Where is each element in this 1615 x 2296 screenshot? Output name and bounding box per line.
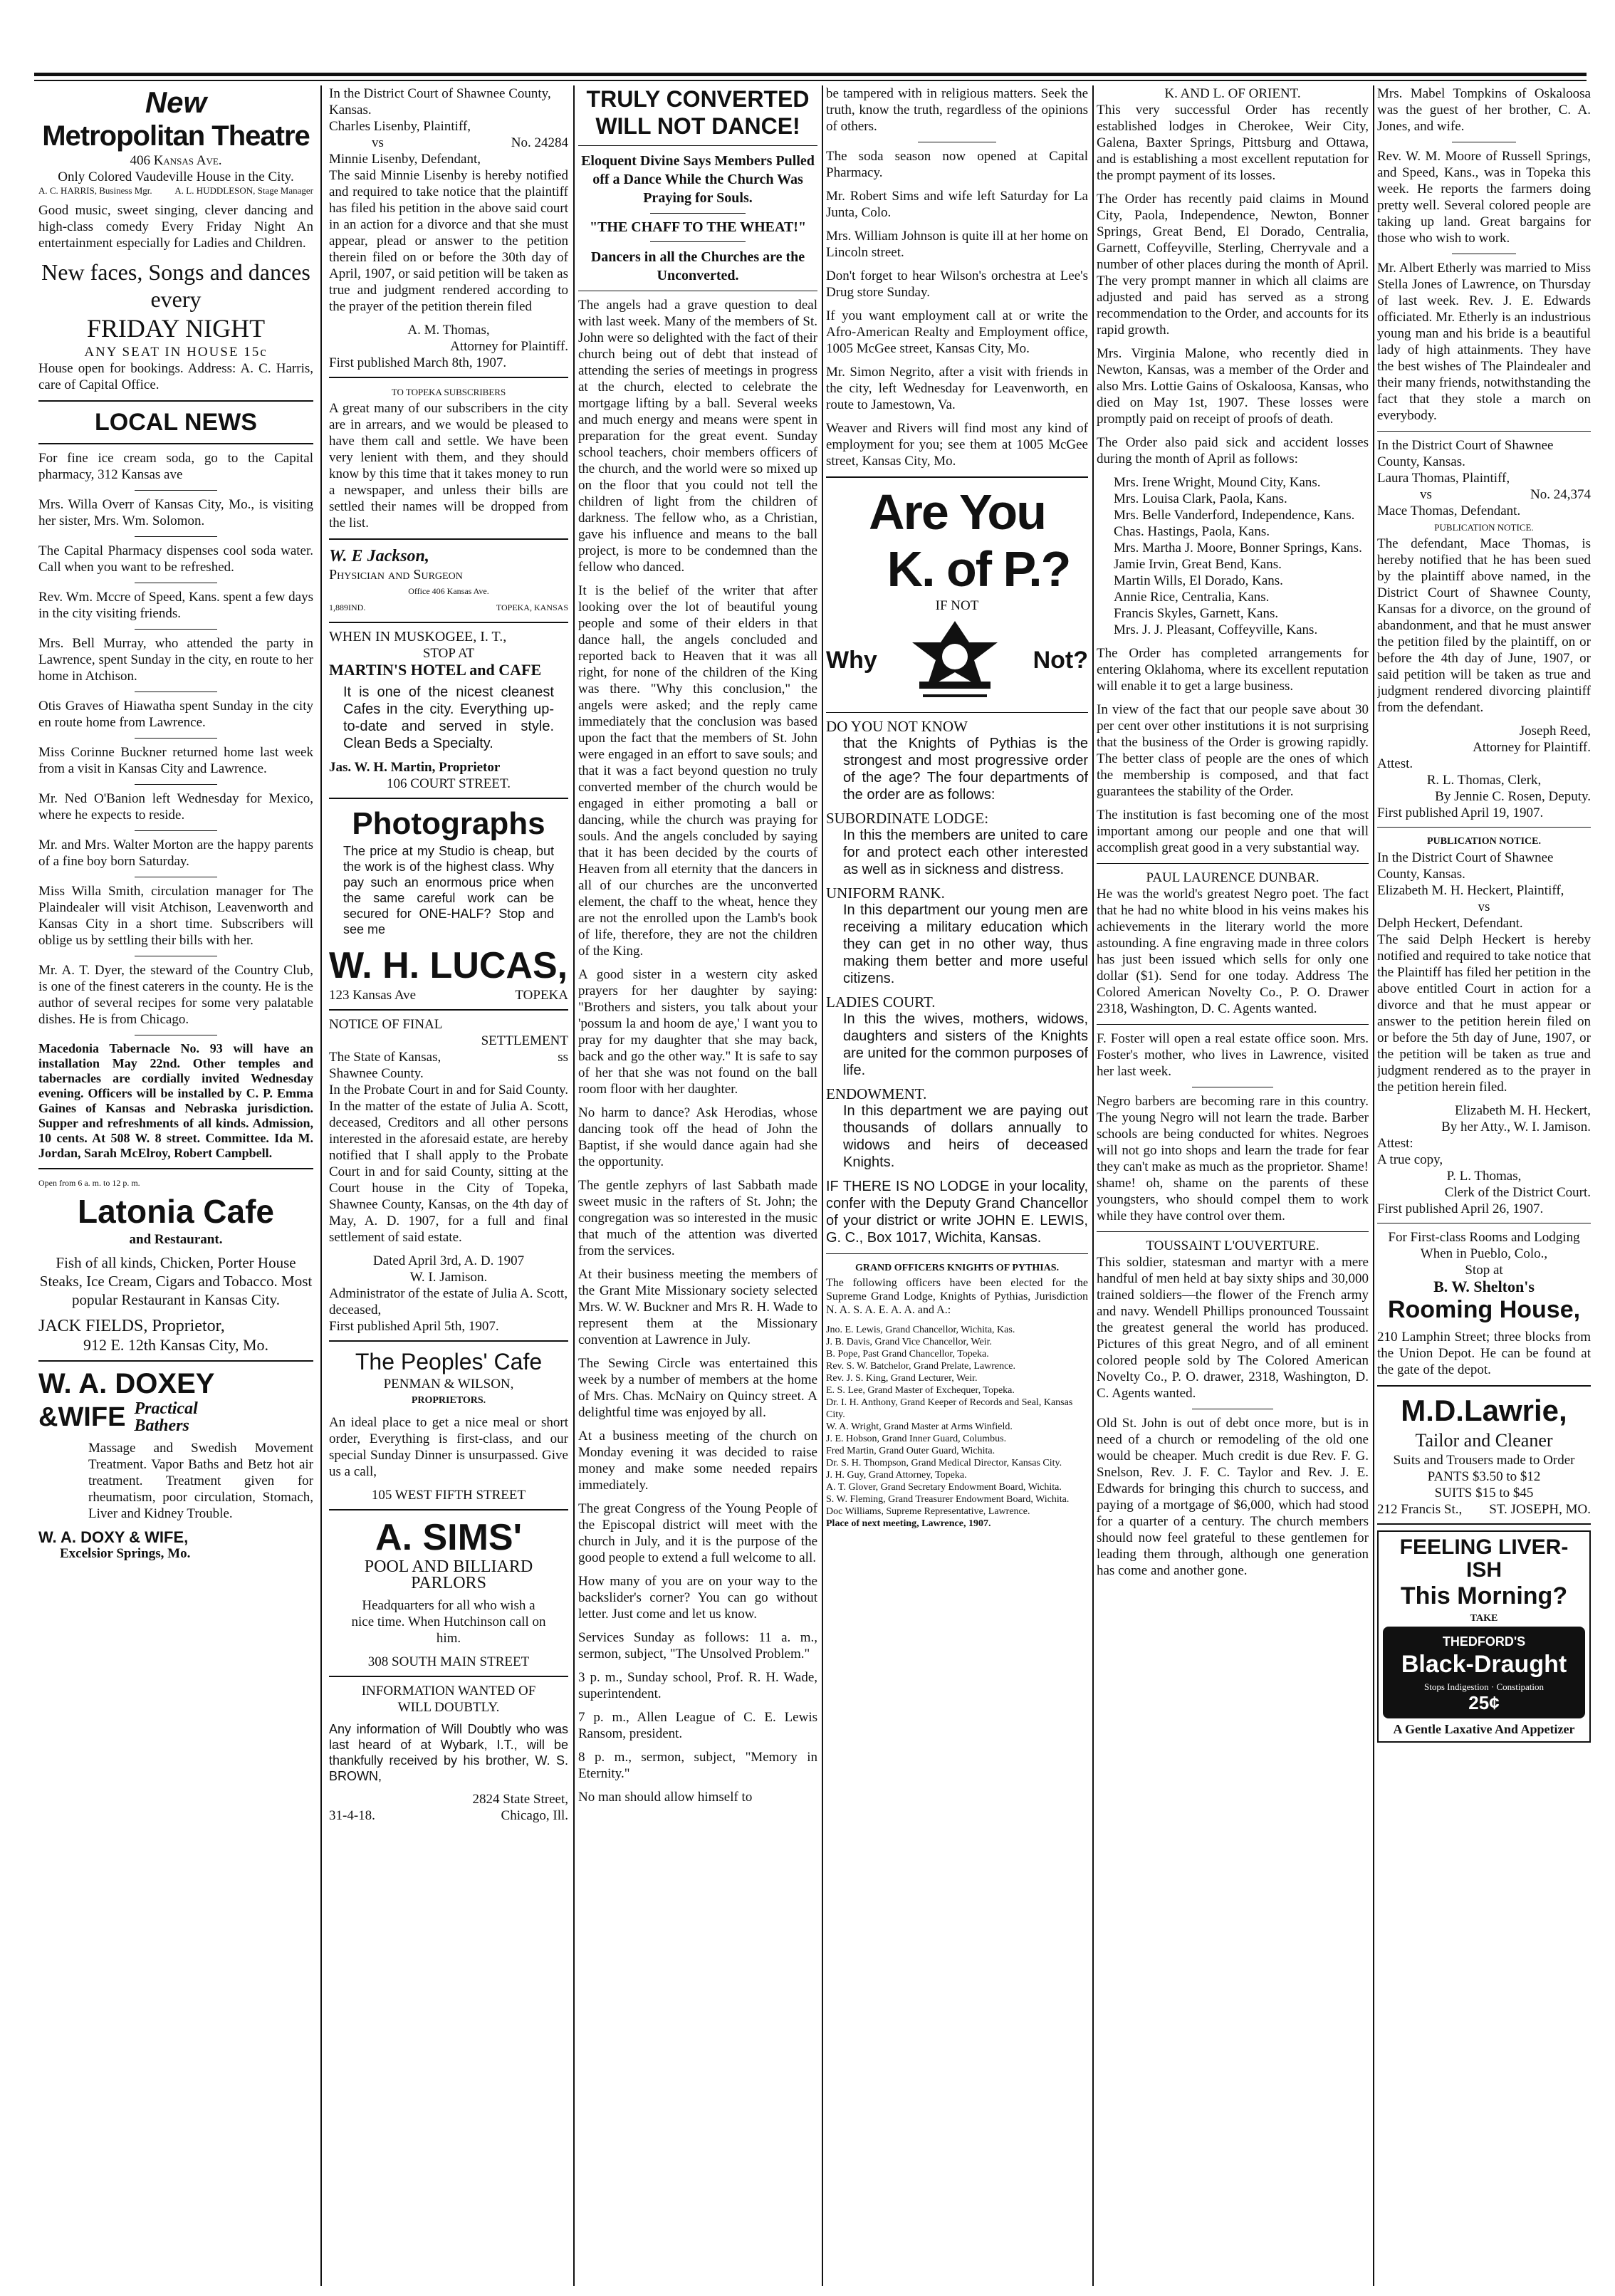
- subscribers-body: A great many of our subscribers in the city are in arrears, and we would be pleased to have them call and settle. We have been very lenient with them, and they should know by this time that it takes money to run a newspaper, and unless their bills are settled their names will be dropped from the list.: [329, 401, 568, 531]
- final-dated: Dated April 3rd, A. D. 1907: [372, 1253, 525, 1268]
- sims-title: A. SIMS': [375, 1517, 522, 1558]
- muskogee: WHEN IN MUSKOGEE, I. T.,: [329, 629, 507, 645]
- news-item: For fine ice cream soda, go to the Capital pharmacy, 312 Kansas ave: [38, 451, 313, 482]
- officer: W. A. Wright, Grand Master at Arms Winfield.: [826, 1421, 1013, 1432]
- sims-body: Headquarters for all who wish a nice time. When Hutchinson call on him.: [351, 1598, 546, 1646]
- jackson-title: Physician and Surgeon: [329, 567, 463, 583]
- court2-published: First published April 19, 1907.: [1377, 805, 1544, 820]
- court3-sign: Elizabeth M. H. Heckert,: [1455, 1103, 1591, 1118]
- martin-proprietor: Jas. W. H. Martin, Proprietor: [329, 760, 501, 775]
- lucas-city: TOPEKA: [515, 988, 568, 1003]
- info-left: 31-4-18.: [329, 1808, 375, 1823]
- court2-deputy: By Jennie C. Rosen, Deputy.: [1435, 789, 1591, 804]
- court1-sign: A. M. Thomas,: [407, 323, 490, 338]
- court3-attest: Attest:: [1377, 1136, 1413, 1151]
- column-divider: [1092, 85, 1094, 2286]
- kp-ifnot: IF NOT: [935, 598, 979, 613]
- article-para: 7 p. m., Allen League of C. E. Lewis Ransom, president.: [578, 1710, 817, 1741]
- orient-para: The Order has completed arrangements for entering Oklahoma, where its excellent reputation will enable it to get a large business.: [1097, 646, 1369, 694]
- bd-morning: This Morning?: [1400, 1582, 1568, 1609]
- court2-sign: Joseph Reed,: [1519, 724, 1591, 739]
- court2-attorney: Attorney for Plaintiff.: [1473, 740, 1591, 755]
- latonia-title: Latonia Cafe: [77, 1193, 275, 1230]
- officer: A. T. Glover, Grand Secretary Endowment Board, Wichita.: [826, 1482, 1062, 1493]
- lawrie-suits: SUITS $15 to $45: [1434, 1486, 1534, 1501]
- officers-intro: The following officers have been elected for the Supreme Grand Lodge, Knights of Pythias, Jurisdiction N. A. S. A. E. A. A. and A.:: [826, 1277, 1088, 1316]
- lawrie-address: 212 Francis St.,: [1377, 1502, 1463, 1517]
- court1-plaintiff: Charles Lisenby, Plaintiff,: [329, 119, 471, 134]
- orient-claim: Jamie Irvin, Great Bend, Kans.: [1114, 557, 1282, 572]
- officer: J. E. Hobson, Grand Inner Guard, Columbus.: [826, 1434, 1007, 1444]
- lawrie-title: M.D.Lawrie,: [1401, 1394, 1567, 1427]
- theatre-booking: House open for bookings. Address: A. C. Harris, care of Capital Office.: [38, 361, 313, 392]
- theatre-friday: FRIDAY NIGHT: [86, 314, 266, 343]
- officer: E. S. Lee, Grand Master of Exchequer, Topeka.: [826, 1385, 1015, 1396]
- court2-body: The defendant, Mace Thomas, is hereby notified that he has been sued by the plaintiff above named, in the District Court of Shawnee County, Kansas for a divorce, on the ground of abandonment, and that he must answer the petition filed by the plaintiff, on or before the 4th day of June, 1907, or said petition will be taken as true and judgment rendered divorcing plaintiff from the defendant.: [1377, 536, 1591, 715]
- officers-end: Place of next meeting, Lawrence, 1907.: [826, 1518, 991, 1529]
- peoples-proprietors: PENMAN & WILSON,: [383, 1377, 514, 1392]
- article-deck2: "THE CHAFF TO THE WHEAT!": [589, 219, 807, 235]
- kp-head1: Are You: [869, 484, 1045, 540]
- news-item: Macedonia Tabernacle No. 93 will have an installation May 22nd. Other temples and tabernacles are cordially invited Wednesday evening. Officers will be installed by C. P. Emma Gaines of Kansas and Nebraska jurisdiction. Supper and refreshments of all kinds. Admission, 10 cents. At 508 W. 8 street. Committee. Ida M. Jordan, Sarah McElroy, Robert Campbell.: [38, 1041, 313, 1160]
- news-item: Otis Graves of Hiawatha spent Sunday in the city en route home from Lawrence.: [38, 699, 313, 730]
- theatre-address: 406 Kansas Ave.: [130, 153, 222, 168]
- stop-at: STOP AT: [422, 646, 475, 661]
- toussaint-head: TOUSSAINT L'OUVERTURE.: [1146, 1238, 1319, 1253]
- brief: Mr. Robert Sims and wife left Saturday for La Junta, Colo.: [826, 189, 1088, 220]
- column-3: [578, 85, 817, 2279]
- article-para: The gentle zephyrs of last Sabbath made sweet music in the rafters of St. John; the congregation was so interested in the music that much of the attention was diverted from the services.: [578, 1178, 817, 1258]
- latonia-sub: and Restaurant.: [129, 1232, 223, 1247]
- news-item: Mr. A. T. Dyer, the steward of the Country Club, is one of the finest caterers in the county. He is the author of several recipes for some very palatable dishes. He is from Chicago.: [38, 963, 313, 1027]
- kp-section-body: In this department our young men are receiving a military education which they can get in no other way, thus making them better and more useful citizens.: [843, 902, 1088, 986]
- rooms-body: 210 Lamphin Street; three blocks from the Union Depot. He can be found at the gate of the depot.: [1377, 1330, 1591, 1377]
- court1-published: First published March 8th, 1907.: [329, 355, 507, 370]
- orient-claim: Francis Skyles, Garnett, Kans.: [1114, 606, 1279, 621]
- final-admin: Administrator of the estate of Julia A. Scott, deceased,: [329, 1286, 568, 1317]
- court1-number: No. 24284: [511, 135, 568, 150]
- court2-clerk: R. L. Thomas, Clerk,: [1426, 773, 1542, 788]
- court3-plaintiff: Elizabeth M. H. Heckert, Plaintiff,: [1377, 883, 1564, 898]
- info-body: Any information of Will Doubtly who was last heard of at Wybark, I.T., will be thankfully received by his brother, W. S. BROWN,: [329, 1722, 568, 1783]
- brief: Don't forget to hear Wilson's orchestra at Lee's Drug store Sunday.: [826, 268, 1088, 300]
- theatre-business-manager: A. C. HARRIS, Business Mgr.: [38, 185, 152, 196]
- officers-head: GRAND OFFICERS KNIGHTS OF PYTHIAS.: [854, 1263, 1060, 1273]
- theatre-description: Only Colored Vaudeville House in the City.: [58, 169, 294, 184]
- theatre-new: New: [145, 85, 207, 119]
- orient-claim: Chas. Hastings, Paola, Kans.: [1114, 524, 1270, 539]
- final-published: First published April 5th, 1907.: [329, 1319, 499, 1334]
- final-head2: SETTLEMENT: [481, 1033, 568, 1048]
- column-4: [826, 85, 1088, 2279]
- orient-para: The Order has recently paid claims in Mound City, Paola, Independence, Newton, Bonner Springs, Great Bend, El Dorado, Centralia, Garnett, Coffeyville, Sterling, Cherryvale and a number of other places during the month of April. The very prompt manner in which all claims are adjusted and paid has served as a strong recommendation to the Order, and accounts for its rapid growth.: [1097, 192, 1369, 338]
- lucas-name: W. H. LUCAS,: [329, 945, 568, 986]
- brief: Mr. Simon Negrito, after a visit with friends in the city, left Wednesday for Leavenworth, en route to Jamestown, Va.: [826, 365, 1088, 412]
- column-divider: [320, 85, 322, 2286]
- doxey-title: W. A. DOXEY: [38, 1368, 215, 1399]
- article-para: The Sewing Circle was entertained this week by a number of members at the home of Mrs. Chas. McNairy on Quincy street. A delightful time was enjoyed by all.: [578, 1356, 817, 1420]
- column-divider: [573, 85, 575, 2286]
- info-address: 2824 State Street,: [472, 1792, 568, 1807]
- kp-head2: K. of P.?: [887, 541, 1070, 597]
- rooms-stop: Stop at: [1465, 1263, 1503, 1278]
- officer: J. H. Guy, Grand Attorney, Topeka.: [826, 1470, 967, 1481]
- bd-name: Black-Draught: [1401, 1651, 1567, 1678]
- moore: Rev. W. M. Moore of Russell Springs, and Speed, Kans., was in Topeka this week. He reports the farmers doing pretty well. Several colored people are taking up land. Great bargains for those who wish to work.: [1377, 149, 1591, 246]
- kp-section-head: ENDOWMENT.: [826, 1085, 927, 1102]
- article-para: No harm to dance? Ask Herodias, whose dancing took off the head of John the Baptist, if she would dance again had she the opportunity.: [578, 1105, 817, 1169]
- doxey-practical: Practical Bathers: [134, 1399, 198, 1435]
- officer: J. B. Davis, Grand Vice Chancellor, Weir.: [826, 1337, 992, 1347]
- officer: Dr. I. H. Anthony, Grand Keeper of Records and Seal, Kansas City.: [826, 1397, 1073, 1420]
- rooms-intro: For First-class Rooms and Lodging When in Pueblo, Colo.,: [1388, 1230, 1580, 1261]
- court1-head: In the District Court of Shawnee County, Kansas.: [329, 86, 551, 118]
- latonia-proprietor: JACK FIELDS, Proprietor,: [38, 1317, 225, 1335]
- final-sign: W. I. Jamison.: [409, 1270, 488, 1285]
- article-para: The great Congress of the Young People of the Episcopal district will meet with the church in July, and it is the purpose of the good people to extend a full welcome to all.: [578, 1501, 817, 1565]
- subscribers-head: TO TOPEKA SUBSCRIBERS: [391, 387, 506, 397]
- orient-para: Mrs. Virginia Malone, who recently died in Newton, Kansas, was a member of the Order and also Mrs. Lottie Gains of Oskaloosa, Kansas, who died on May 1st, 1907. These losses were promptly paid on receipt of proofs of death.: [1097, 346, 1369, 427]
- column-6: [1377, 85, 1591, 2279]
- final-county: Shawnee County.: [329, 1066, 424, 1081]
- court3-true-copy: A true copy,: [1377, 1152, 1443, 1167]
- kp-section-body: In this the wives, mothers, widows, daughters and sisters of the Knights are united for the common purposes of life.: [843, 1011, 1088, 1078]
- doxey-body: Massage and Swedish Movement Treatment. Vapor Baths and Betz hot air treatment. Treatment given for rheumatism, poor circulation, Stomach, Liver and Kidney Trouble.: [88, 1441, 313, 1521]
- masthead-rule-thin: [34, 80, 1587, 81]
- doxey-sign: W. A. DOXY & WIFE,: [38, 1528, 189, 1546]
- bd-take: TAKE: [1470, 1613, 1498, 1624]
- kp-section-head: UNIFORM RANK.: [826, 885, 945, 902]
- kp-intro: that the Knights of Pythias is the strongest and most progressive order of the age? The four departments of the order are as follows:: [843, 736, 1088, 803]
- toussaint-body: This soldier, statesman and martyr with a mere handful of men held at bay sixty ships and 30,000 trained soldiers—the flower of the French army and navy. Wendell Phillips pronounced Toussaint the greatest general the world has produced. Pictures of this great Negro, and of all eminent colored people sold by The Colored American Novelty Co., P. O. drawer, 2318, Washington, D. C. Agents wanted.: [1097, 1255, 1369, 1401]
- orient-claim: Mrs. Martha J. Moore, Bonner Springs, Kans.: [1114, 541, 1362, 555]
- court3-clerk2: Clerk of the District Court.: [1444, 1185, 1591, 1200]
- foster: F. Foster will open a real estate office soon. Mrs. Foster's mother, who lives in Lawrence, visited her last week.: [1097, 1031, 1369, 1079]
- article-deck3: Dancers in all the Churches are the Unconverted.: [590, 249, 805, 283]
- lawrie-sub: Tailor and Cleaner: [1415, 1430, 1553, 1451]
- article-para: At a business meeting of the church on Monday evening it was decided to raise money and make some needed repairs immediately.: [578, 1429, 817, 1493]
- kp-not: Not?: [1033, 646, 1088, 674]
- court3-body: The said Delph Heckert is hereby notified and required to take notice that the Plaintiff has filed her petition in the above entitled Court in action for a divorce and that he must appear or answer to the petition herein filed on or before the 5th day of June, 1907, or the petition will be taken as true and judgment rendered as to the prayer in the petition herein filed.: [1377, 932, 1591, 1095]
- final-head1: NOTICE OF FINAL: [329, 1017, 443, 1032]
- article-para: The angels had a grave question to deal with last week. Many of the members of St. John were so delighted with the fact of their church being out of debt that instead of attending the series of meetings in progress at the church, elected to celebrate the mortgage lifting by a ball. Several weeks and much energy and means were spent in preparation for the great event. Sunday school teachers, choir members officers of the church, and the world were so mixed up on the floor that you could not tell the children of light from the children of darkness. The fellow who, as a Christian, gave his influence and means to the ball project, is more to be condemned than the fellow who danced.: [578, 298, 817, 575]
- peoples-proprietors-label: PROPRIETORS.: [411, 1395, 486, 1406]
- court3-published: First published April 26, 1907.: [1377, 1201, 1544, 1216]
- martin-body: It is one of the nicest cleanest Cafes in the city. Everything up-to-date and served in style. Clean Beds a Specialty.: [343, 684, 554, 751]
- rooms-name: B. W. Shelton's: [1433, 1278, 1535, 1295]
- latonia-body: Fish of all kinds, Chicken, Porter House Steaks, Ice Cream, Cigars and Tobacco. Most popular Restaurant in Kansas City.: [39, 1254, 313, 1308]
- orient-claim: Martin Wills, El Dorado, Kans.: [1114, 573, 1283, 588]
- orient-para: The institution is fast becoming one of the most important among our people and one that will accomplish great good in a very substantial way.: [1097, 808, 1369, 855]
- theatre-faces: New faces, Songs and dances every: [41, 259, 310, 312]
- theatre-title: Metropolitan Theatre: [42, 120, 310, 152]
- masthead-rule: [34, 73, 1587, 76]
- court3-head: In the District Court of Shawnee County, Kansas.: [1377, 850, 1554, 882]
- etherly: Mr. Albert Etherly was married to Miss Stella Jones of Lawrence, on Thursday of last week. Rev. J. E. Edwards officiated. Mr. Etherly is an industrious young man and his bride is a beautiful lady of high attainments. They have the best wishes of The Plaindealer and their many friends, notwithstanding the fact that they stole a march on everybody.: [1377, 261, 1591, 423]
- jackson-office: Office 406 Kansas Ave.: [408, 586, 489, 596]
- court3-clerk: P. L. Thomas,: [1446, 1169, 1522, 1184]
- photo-title: Photographs: [352, 806, 545, 841]
- officer: Fred Martin, Grand Outer Guard, Wichita.: [826, 1446, 995, 1456]
- sims-sub1: POOL AND BILLIARD: [364, 1557, 533, 1576]
- brief: If you want employment call at or write the Afro-American Realty and Employment office, 1005 McGee street, Kansas City, Mo.: [826, 308, 1088, 356]
- kp-section-head: SUBORDINATE LODGE:: [826, 810, 989, 827]
- news-item: Mrs. Willa Overr of Kansas City, Mo., is visiting her sister, Mrs. Wm. Solomon.: [38, 497, 313, 528]
- news-item: Mr. Ned O'Banion left Wednesday for Mexico, where he expects to reside.: [38, 791, 313, 823]
- black-draught-badge: [1383, 1627, 1585, 1718]
- news-item: Mr. and Mrs. Walter Morton are the happy parents of a fine boy born Saturday.: [38, 837, 313, 869]
- photo-body: The price at my Studio is cheap, but the work is of the highest class. Why pay such an enormous price when the same careful work can be secured for ONE-HALF? Stop and see me: [343, 844, 554, 936]
- doxey-wife: &WIFE: [38, 1402, 126, 1432]
- info-head1: INFORMATION WANTED OF: [361, 1684, 536, 1698]
- column-2: [329, 85, 568, 2279]
- court2-vs: vs: [1420, 487, 1432, 502]
- kp-if-no-lodge: IF THERE IS NO LODGE in your locality, confer with the Deputy Grand Chancellor of your district or write JOHN E. LEWIS, G. C., Box 1017, Wichita, Kansas.: [826, 1179, 1088, 1246]
- dunbar-head: PAUL LAURENCE DUNBAR.: [1146, 870, 1319, 885]
- martin-address: 106 COURT STREET.: [387, 776, 511, 791]
- kp-section-head: LADIES COURT.: [826, 993, 936, 1011]
- sims-sub2: PARLORS: [411, 1574, 486, 1592]
- article-para: How many of you are on your way to the backslider's corner? You can go without letter. Just come and let us know.: [578, 1574, 817, 1622]
- court3-notice: PUBLICATION NOTICE.: [1427, 836, 1541, 847]
- officer: Doc Williams, Supreme Representative, Lawrence.: [826, 1506, 1030, 1517]
- officer: Rev. S. W. Batchelor, Grand Prelate, Lawrence.: [826, 1361, 1015, 1372]
- news-item: The Capital Pharmacy dispenses cool soda water. Call when you want to be refreshed.: [38, 543, 313, 575]
- court2-head: In the District Court of Shawnee County, Kansas.: [1377, 438, 1554, 469]
- jackson-name: W. E Jackson,: [329, 547, 429, 565]
- orient-claim: Mrs. Irene Wright, Mound City, Kans.: [1114, 475, 1321, 490]
- latonia-address: 912 E. 12th Kansas City, Mo.: [83, 1336, 269, 1354]
- column-divider: [1373, 85, 1374, 2286]
- doxey-place: Excelsior Springs, Mo.: [60, 1546, 191, 1561]
- court1-body: The said Minnie Lisenby is hereby notified and required to take notice that the plaintiff has filed his petition in the above said court in an action for a divorce and that she must appear, plead or answer to the petition therein filed on or before the 30th day of April, 1907, or said petition will be taken as true and judgment rendered according to the prayer of the petition therein filed: [329, 168, 568, 314]
- info-city: Chicago, Ill.: [501, 1808, 568, 1823]
- theatre-stage-manager: A. L. HUDDLESON, Stage Manager: [174, 185, 313, 196]
- lawrie-pants: PANTS $3.50 to $12: [1427, 1469, 1541, 1484]
- court3-attorney: By her Atty., W. I. Jamison.: [1441, 1120, 1591, 1134]
- orient-claim: Mrs. J. J. Pleasant, Coffeyville, Kans.: [1114, 622, 1318, 637]
- barbers: Negro barbers are becoming rare in this country. The young Negro will not learn the trade. Barber schools are being conducted for whites. Negroes will not go into shops and learn the trade for fear they can't make as much as the proprietor. Shame! shame! oh, shame on the parents of these youngsters, who should compel them to work while they have control over them.: [1097, 1094, 1369, 1223]
- article-para: No man should allow himself to: [578, 1790, 753, 1805]
- article-head2: WILL NOT DANCE!: [595, 113, 800, 139]
- orient-claim: Mrs. Belle Vanderford, Independence, Kans.: [1114, 508, 1355, 523]
- theatre-body: Good music, sweet singing, clever dancing and high-class comedy Every Friday Night An entertainment especially for Ladies and Children.: [38, 203, 313, 251]
- news-item: Miss Corinne Buckner returned home last week from a visit in Kansas City and Lawrence.: [38, 745, 313, 776]
- martin-title: MARTIN'S HOTEL and CAFE: [329, 661, 542, 679]
- article-para: It is the belief of the writer that after looking over the lot of beautiful young people and some of their elders in that dance hall, the angels concluded and reported back to Heaven that it was all right, for none of the children of the King was there. "Why this conclusion," the angels were asked; and the reply came immediately that the conclusion was based upon the fact that the members of St. John were engaged in an effort to save souls; and that it was a fact beyond question no truly converted member of the church would be engaged in either promoting a ball or dancing, while the church was praying for souls. And the angels concluded by saying that it has been decided by the courts of Heaven from all eternity that the dancers in all of our churches are the unconverted element, the chaff to the wheat, hence they are not the enrolled upon the Lamb's book of life, therefore, they are not the children of the King.: [578, 583, 817, 959]
- peoples-title: The Peoples' Cafe: [355, 1349, 543, 1374]
- article-para: A good sister in a western city asked prayers for her daughter by saying: "Brothers and sisters, you talk about your 'possum la and hoom de aye,' I want you to pray for my daughter that she may back, back and go the other way." It is safe to say of her that she was not found on the ball room floor with her daughter.: [578, 967, 817, 1097]
- latonia-hours: Open from 6 a. m. to 12 p. m.: [38, 1178, 140, 1188]
- news-item: Miss Willa Smith, circulation manager for The Plaindealer will visit Atchison, Leavenworth and Kansas City in a short time. Subscribers will oblige us by settling their bills with her.: [38, 884, 313, 948]
- final-state: The State of Kansas,: [329, 1050, 441, 1065]
- tompkins: Mrs. Mabel Tompkins of Oskaloosa was the guest of her brother, C. A. Jones, and wife.: [1377, 86, 1591, 134]
- bd-stops: Stops Indigestion · Constipation: [1424, 1681, 1544, 1692]
- officer: Rev. J. S. King, Grand Lecturer, Weir.: [826, 1373, 978, 1384]
- court2-publication-notice: PUBLICATION NOTICE.: [1434, 522, 1534, 533]
- lucas-address: 123 Kansas Ave: [329, 988, 417, 1003]
- sims-address: 308 SOUTH MAIN STREET: [367, 1654, 530, 1669]
- knights-of-pythias-emblem-icon: [901, 614, 1008, 706]
- final-ss: ss: [558, 1050, 568, 1065]
- court2-defendant: Mace Thomas, Defendant.: [1377, 503, 1521, 518]
- officer: S. W. Fleming, Grand Treasurer Endowment Board, Wichita.: [826, 1494, 1070, 1505]
- court3-vs: vs: [1478, 899, 1490, 914]
- article-head1: TRULY CONVERTED: [586, 86, 810, 112]
- bd-feeling: FEELING LIVER-ISH: [1399, 1535, 1569, 1582]
- news-item: Rev. Wm. Mccre of Speed, Kans. spent a few days in the city visiting friends.: [38, 590, 313, 621]
- brief: The soda season now opened at Capital Pharmacy.: [826, 149, 1088, 180]
- local-news-head: LOCAL NEWS: [95, 409, 257, 436]
- orient-head: K. AND L. OF ORIENT.: [1164, 86, 1301, 101]
- bd-thedfords: THEDFORD'S: [1442, 1634, 1526, 1649]
- kp-section-body: In this the members are united to care for and protect each other interested as well as in sickness and distress.: [843, 828, 1088, 877]
- brief: be tampered with in religious matters. Seek the truth, know the truth, regardless of the opinions of others.: [826, 86, 1088, 134]
- court1-vs: vs: [372, 135, 384, 150]
- officer: Dr. S. H. Thompson, Grand Medical Director, Kansas City.: [826, 1458, 1062, 1468]
- officer: B. Pope, Past Grand Chancellor, Topeka.: [826, 1349, 989, 1360]
- bd-price: 25¢: [1468, 1692, 1500, 1713]
- court2-number: No. 24,374: [1530, 487, 1591, 502]
- lawrie-city: ST. JOSEPH, MO.: [1489, 1502, 1591, 1517]
- orient-para: The Order also paid sick and accident losses during the month of April as follows:: [1097, 435, 1369, 466]
- brief: Weaver and Rivers will find most any kind of employment for you; see them at 1005 McGee street, Kansas City, Mo.: [826, 421, 1088, 469]
- court1-defendant: Minnie Lisenby, Defendant,: [329, 152, 481, 167]
- jackson-left: 1,889IND.: [329, 602, 366, 612]
- orient-claim: Mrs. Louisa Clark, Paola, Kans.: [1114, 491, 1287, 506]
- news-item: Mrs. Bell Murray, who attended the party in Lawrence, spent Sunday in the city, en route to her home in Atchison.: [38, 636, 313, 684]
- orient-para: This very successful Order has recently established lodges in Cherokee, Weir City, Galena, Baxter Springs, Pittsburg and Ottawa, and is establishing a most excellent reputation for the prompt payment of its losses.: [1097, 103, 1369, 183]
- peoples-body: An ideal place to get a nice meal or short order, Everything is first-class, and our special Sunday Dinner is unsurpassed. Give us a call,: [329, 1415, 568, 1479]
- brief: Mrs. William Johnson is quite ill at her home on Lincoln street.: [826, 229, 1088, 260]
- dunbar-body: He was the world's greatest Negro poet. The fact that he had no white blood in his veins makes his achievements in the literary world the more astounding. A fine engraving made in three colors has just been issued which sells for only one dollar ($1). Send for one today. Address The Colored American Novelty Co., P. O. Drawer 2318, Washington, D. C. Agents wanted.: [1097, 887, 1369, 1016]
- officer: Jno. E. Lewis, Grand Chancellor, Wichita, Kas.: [826, 1325, 1015, 1335]
- column-divider: [822, 85, 823, 2286]
- court1-attorney: Attorney for Plaintiff.: [450, 339, 568, 354]
- final-body: In the Probate Court in and for Said County. In the matter of the estate of Julia A. Scott, deceased, Creditors and all other persons interested in the aforesaid estate, are hereby notified that I shall apply to the Probate Court in and for said County, sitting at the Court house in the City of Topeka, Shawnee County, Kansas, on the 4th day of May, A. D. 1907, for a full and final settlement of said estate.: [329, 1082, 568, 1245]
- court3-defendant: Delph Heckert, Defendant.: [1377, 916, 1523, 931]
- lawrie-body: Suits and Trousers made to Order: [1393, 1453, 1575, 1468]
- court2-plaintiff: Laura Thomas, Plaintiff,: [1377, 471, 1510, 486]
- article-para: 3 p. m., Sunday school, Prof. R. H. Wade, superintendent.: [578, 1670, 817, 1701]
- theatre-seat: ANY SEAT IN HOUSE 15c: [84, 345, 268, 360]
- article-deck1: Eloquent Divine Says Members Pulled off a Dance While the Church Was Praying for Souls.: [581, 153, 815, 206]
- rooms-title: Rooming House,: [1387, 1296, 1581, 1323]
- bd-gentle: A Gentle Laxative And Appetizer: [1393, 1722, 1575, 1736]
- column-1: [38, 85, 313, 2279]
- orient-claim: Annie Rice, Centralia, Kans.: [1114, 590, 1270, 605]
- kp-dyk: DO YOU NOT KNOW: [826, 718, 968, 735]
- court2-attest: Attest.: [1377, 756, 1413, 771]
- stjohn: Old St. John is out of debt once more, but is in need of a church or remodeling of the old one would be cheaper. Much credit is due Rev. F. G. Snelson, Rev. J. F. C. Taylor and Rev. J. E. Edwards for bringing this church to success, and paying of a mortgage of $6,000, which had stood for a quarter of a century. The church members should now feel grateful to these gentlemen for leading them through, although one generation has come and another gone.: [1097, 1416, 1369, 1578]
- orient-para: In view of the fact that our people save about 30 per cent over other institutions it is not surprising that the business of the Order is growing rapidly. The better class of people are the ones of which the membership is composed, and that fact guarantees the stability of the Order.: [1097, 702, 1369, 799]
- article-para: 8 p. m., sermon, subject, "Memory in Eternity.": [578, 1750, 817, 1781]
- kp-why: Why: [826, 646, 877, 674]
- info-head2: WILL DOUBTLY.: [397, 1700, 500, 1715]
- article-para: Services Sunday as follows: 11 a. m., sermon, subject, "The Unsolved Problem.": [578, 1630, 817, 1661]
- peoples-address: 105 WEST FIFTH STREET: [371, 1488, 526, 1503]
- column-5: [1097, 85, 1369, 2279]
- jackson-right: TOPEKA, KANSAS: [496, 602, 568, 612]
- kp-section-body: In this department we are paying out thousands of dollars annually to widows and heirs of deceased Knights.: [843, 1103, 1088, 1170]
- article-para: At their business meeting the members of the Grant Mite Missionary society selected Mrs. W. W. Buckner and Mrs R. H. Wade to represent them at the Missionary convention at Lawrence in July.: [578, 1267, 817, 1347]
